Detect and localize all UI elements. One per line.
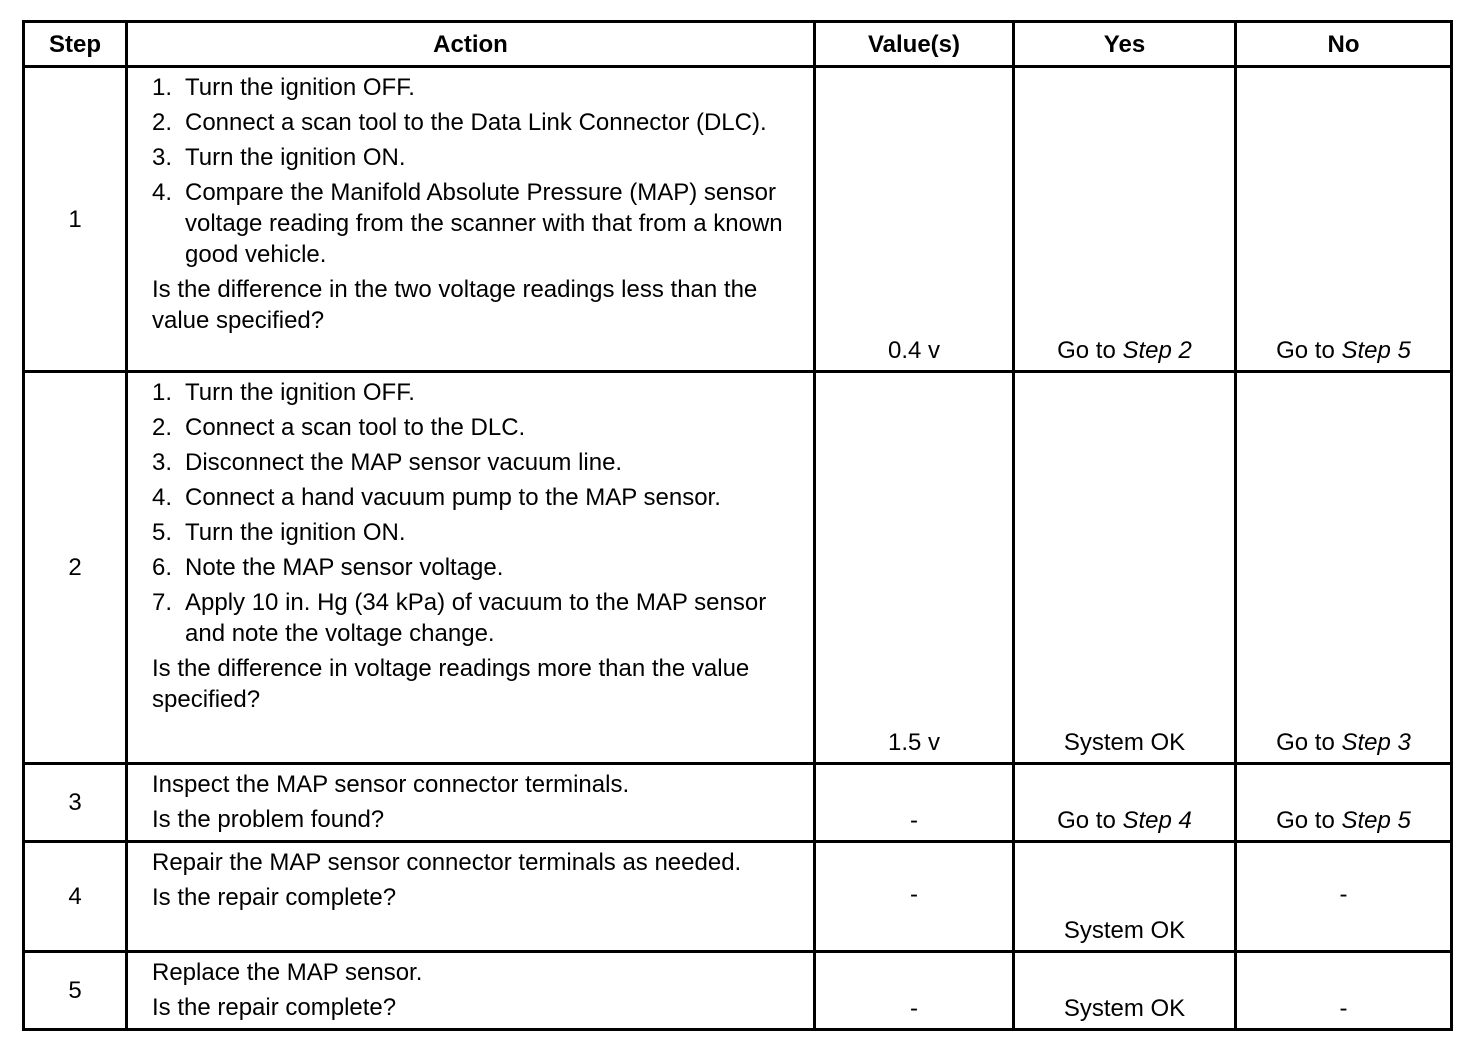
no-cell: - (1236, 952, 1452, 1030)
question-text: Is the repair complete? (152, 994, 397, 1021)
action-text: Replace the MAP sensor. (152, 959, 423, 986)
no-cell: Go to Step 5 (1236, 67, 1452, 372)
header-action: Action (127, 22, 815, 67)
header-yes: Yes (1014, 22, 1236, 67)
value-cell: 1.5 v (815, 372, 1014, 764)
action-cell (127, 372, 815, 764)
step-number: 1 (24, 67, 127, 372)
yes-cell: Go to Step 4 (1014, 764, 1236, 842)
question-text: Is the difference in the two voltage readings less than the value specified? (152, 276, 758, 334)
question-text: Is the repair complete? (152, 884, 397, 911)
list-item: 2. Connect a scan tool to the Data Link Connector (DLC). (152, 109, 767, 136)
list-item: 4. Compare the Manifold Absolute Pressure (MAP) sensor voltage reading from the scanner with that from a known good vehicle. (152, 179, 783, 268)
list-item: 1. Turn the ignition OFF. (152, 379, 415, 406)
list-item: 3. Disconnect the MAP sensor vacuum line. (152, 449, 623, 476)
list-item: 4. Connect a hand vacuum pump to the MAP sensor. (152, 484, 721, 511)
value-cell: - (815, 842, 1014, 952)
action-cell (127, 842, 815, 952)
action-cell (127, 764, 815, 842)
list-item: 6. Note the MAP sensor voltage. (152, 554, 504, 581)
step-number: 5 (24, 952, 127, 1030)
action-text: Repair the MAP sensor connector terminals as needed. (152, 849, 742, 876)
table-row-step-4 (24, 842, 1452, 952)
no-cell: Go to Step 5 (1236, 764, 1452, 842)
yes-cell: System OK (1014, 372, 1236, 764)
list-item: 5. Turn the ignition ON. (152, 519, 406, 546)
yes-cell: System OK (1014, 952, 1236, 1030)
table-row-step-1 (24, 67, 1452, 372)
table-row-step-3 (24, 764, 1452, 842)
action-cell (127, 67, 815, 372)
no-cell: - (1236, 842, 1452, 952)
question-text: Is the difference in voltage readings more than the value specified? (152, 655, 750, 713)
header-row (24, 22, 1452, 67)
yes-cell: Go to Step 2 (1014, 67, 1236, 372)
step-number: 3 (24, 764, 127, 842)
diagnostic-table (22, 20, 1453, 1031)
instruction-list (152, 72, 801, 270)
table-row-step-5 (24, 952, 1452, 1030)
no-cell: Go to Step 3 (1236, 372, 1452, 764)
yes-cell: System OK (1014, 842, 1236, 952)
table-row-step-2 (24, 372, 1452, 764)
step-number: 4 (24, 842, 127, 952)
value-cell: - (815, 764, 1014, 842)
list-item: 3. Turn the ignition ON. (152, 144, 406, 171)
step-number: 2 (24, 372, 127, 764)
action-text: Inspect the MAP sensor connector terminals. (152, 771, 630, 798)
list-item: 1. Turn the ignition OFF. (152, 74, 415, 101)
value-cell: 0.4 v (815, 67, 1014, 372)
header-values: Value(s) (815, 22, 1014, 67)
list-item: 7. Apply 10 in. Hg (34 kPa) of vacuum to the MAP sensor and note the voltage change. (152, 589, 767, 647)
question-text: Is the problem found? (152, 806, 385, 833)
list-item: 2. Connect a scan tool to the DLC. (152, 414, 526, 441)
header-no: No (1236, 22, 1452, 67)
action-cell (127, 952, 815, 1030)
instruction-list (152, 377, 801, 649)
value-cell: - (815, 952, 1014, 1030)
header-step: Step (24, 22, 127, 67)
